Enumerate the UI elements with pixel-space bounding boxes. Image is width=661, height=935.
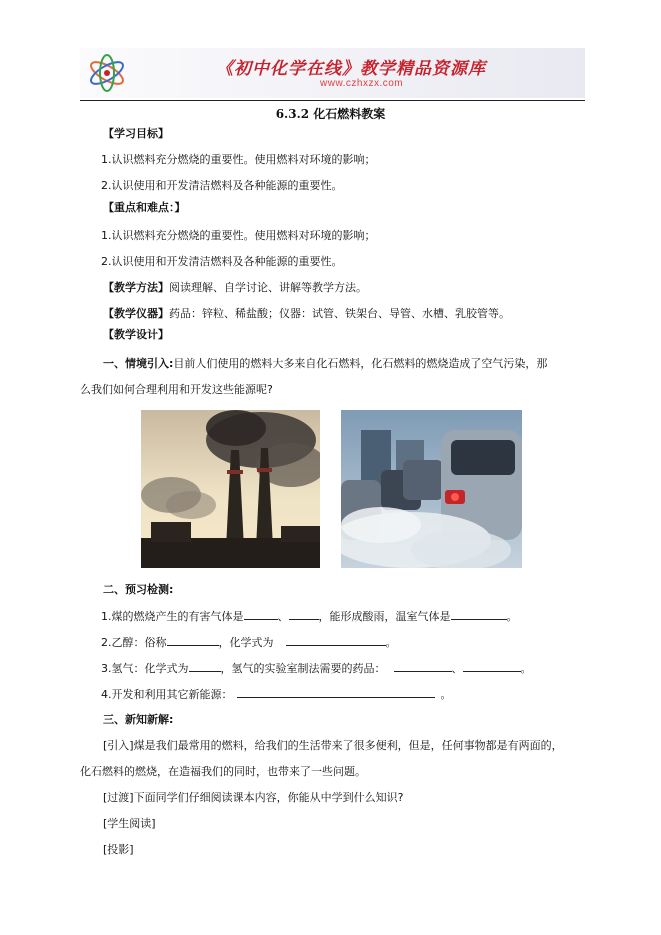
q4-text-a: 4.开发和利用其它新能源： xyxy=(101,688,233,701)
goals-heading: 【学习目标】 xyxy=(103,127,169,140)
teaching-method-label: 【教学方法】 xyxy=(103,281,169,294)
q1-blank-1[interactable] xyxy=(244,608,278,620)
new-knowledge-heading: 三、新知新解: xyxy=(103,713,174,726)
paragraph-intro-line-1: [引入]煤是我们最常用的燃料，给我们的生活带来了很多便利，但是，任何事物都是有两面的， xyxy=(103,739,563,752)
paragraph-intro-line-2: 化石燃料的燃烧，在造福我们的同时，也带来了一些问题。 xyxy=(80,765,366,778)
q3-text-a: 3.氢气：化学式为 xyxy=(101,662,189,675)
q3-blank-3[interactable] xyxy=(463,660,521,672)
q2-text-a: 2.乙醇：俗称 xyxy=(101,636,167,649)
q3-text-b: ，氢气的实验室制法需要的药品： xyxy=(220,662,386,675)
q2-blank-1[interactable] xyxy=(167,634,219,646)
q2-text-c: 。 xyxy=(385,636,397,649)
teaching-equipment-text: 药品：锌粒、稀盐酸；仪器：试管、铁架台、导管、水槽、乳胶管等。 xyxy=(169,307,510,320)
key-point-1: 1.认识燃料充分燃烧的重要性。使用燃料对环境的影响； xyxy=(101,229,376,242)
document-title: 6.3.2 化石燃料教案 xyxy=(275,107,386,121)
header-rule xyxy=(80,100,585,101)
q3-text-c: 、 xyxy=(451,662,463,675)
teaching-method-text: 阅读理解、自学讨论、讲解等教学方法。 xyxy=(169,281,367,294)
question-4 xyxy=(101,686,452,702)
teaching-method xyxy=(103,280,367,295)
q1-text-d: 。 xyxy=(506,610,518,623)
question-2 xyxy=(101,634,397,650)
design-heading: 【教学设计】 xyxy=(103,328,169,341)
q2-text-b: ，化学式为 xyxy=(218,636,274,649)
paragraph-transition: [过渡]下面同学们仔细阅读课本内容，你能从中学到什么知识? xyxy=(103,791,404,804)
teaching-equipment-label: 【教学仪器】 xyxy=(103,307,169,320)
q2-blank-2[interactable] xyxy=(286,634,386,646)
q4-text-b: 。 xyxy=(440,688,452,701)
factory-smoke-photo xyxy=(141,410,320,568)
intro-label: 一、情境引入: xyxy=(103,357,174,370)
intro-paragraph-line-2: 么我们如何合理利用和开发这些能源呢? xyxy=(80,383,273,396)
car-exhaust-photo xyxy=(341,410,522,568)
key-point-2: 2.认识使用和开发清洁燃料及各种能源的重要性。 xyxy=(101,255,343,268)
banner-url: www.czhxzx.com xyxy=(320,78,404,89)
q1-blank-3[interactable] xyxy=(451,608,507,620)
question-3 xyxy=(101,660,532,676)
preview-heading: 二、预习检测: xyxy=(103,583,174,596)
q1-blank-2[interactable] xyxy=(289,608,319,620)
q3-blank-1[interactable] xyxy=(189,660,221,672)
q1-text-c: ，能形成酸雨，温室气体是 xyxy=(318,610,451,623)
q4-blank-1[interactable] xyxy=(237,686,435,698)
goal-item-1: 1.认识燃料充分燃烧的重要性。使用燃料对环境的影响； xyxy=(101,153,376,166)
key-points-heading: 【重点和难点：】 xyxy=(103,201,186,214)
paragraph-student-reading: [学生阅读] xyxy=(103,817,156,830)
header-banner xyxy=(80,48,585,98)
q1-text-b: 、 xyxy=(277,610,289,623)
question-1 xyxy=(101,608,518,624)
q3-blank-2[interactable] xyxy=(394,660,452,672)
paragraph-projection: [投影] xyxy=(103,843,134,856)
q3-text-d: 。 xyxy=(520,662,532,675)
q1-text-a: 1.煤的燃烧产生的有害气体是 xyxy=(101,610,244,623)
intro-paragraph-line-1 xyxy=(103,356,547,371)
banner-title: 《初中化学在线》教学精品资源库 xyxy=(216,59,486,79)
intro-text: 目前人们使用的燃料大多来自化石燃料，化石燃料的燃烧造成了空气污染，那 xyxy=(173,357,548,370)
atom-logo-icon xyxy=(84,51,130,95)
teaching-equipment xyxy=(103,306,510,321)
goal-item-2: 2.认识使用和开发清洁燃料及各种能源的重要性。 xyxy=(101,179,343,192)
